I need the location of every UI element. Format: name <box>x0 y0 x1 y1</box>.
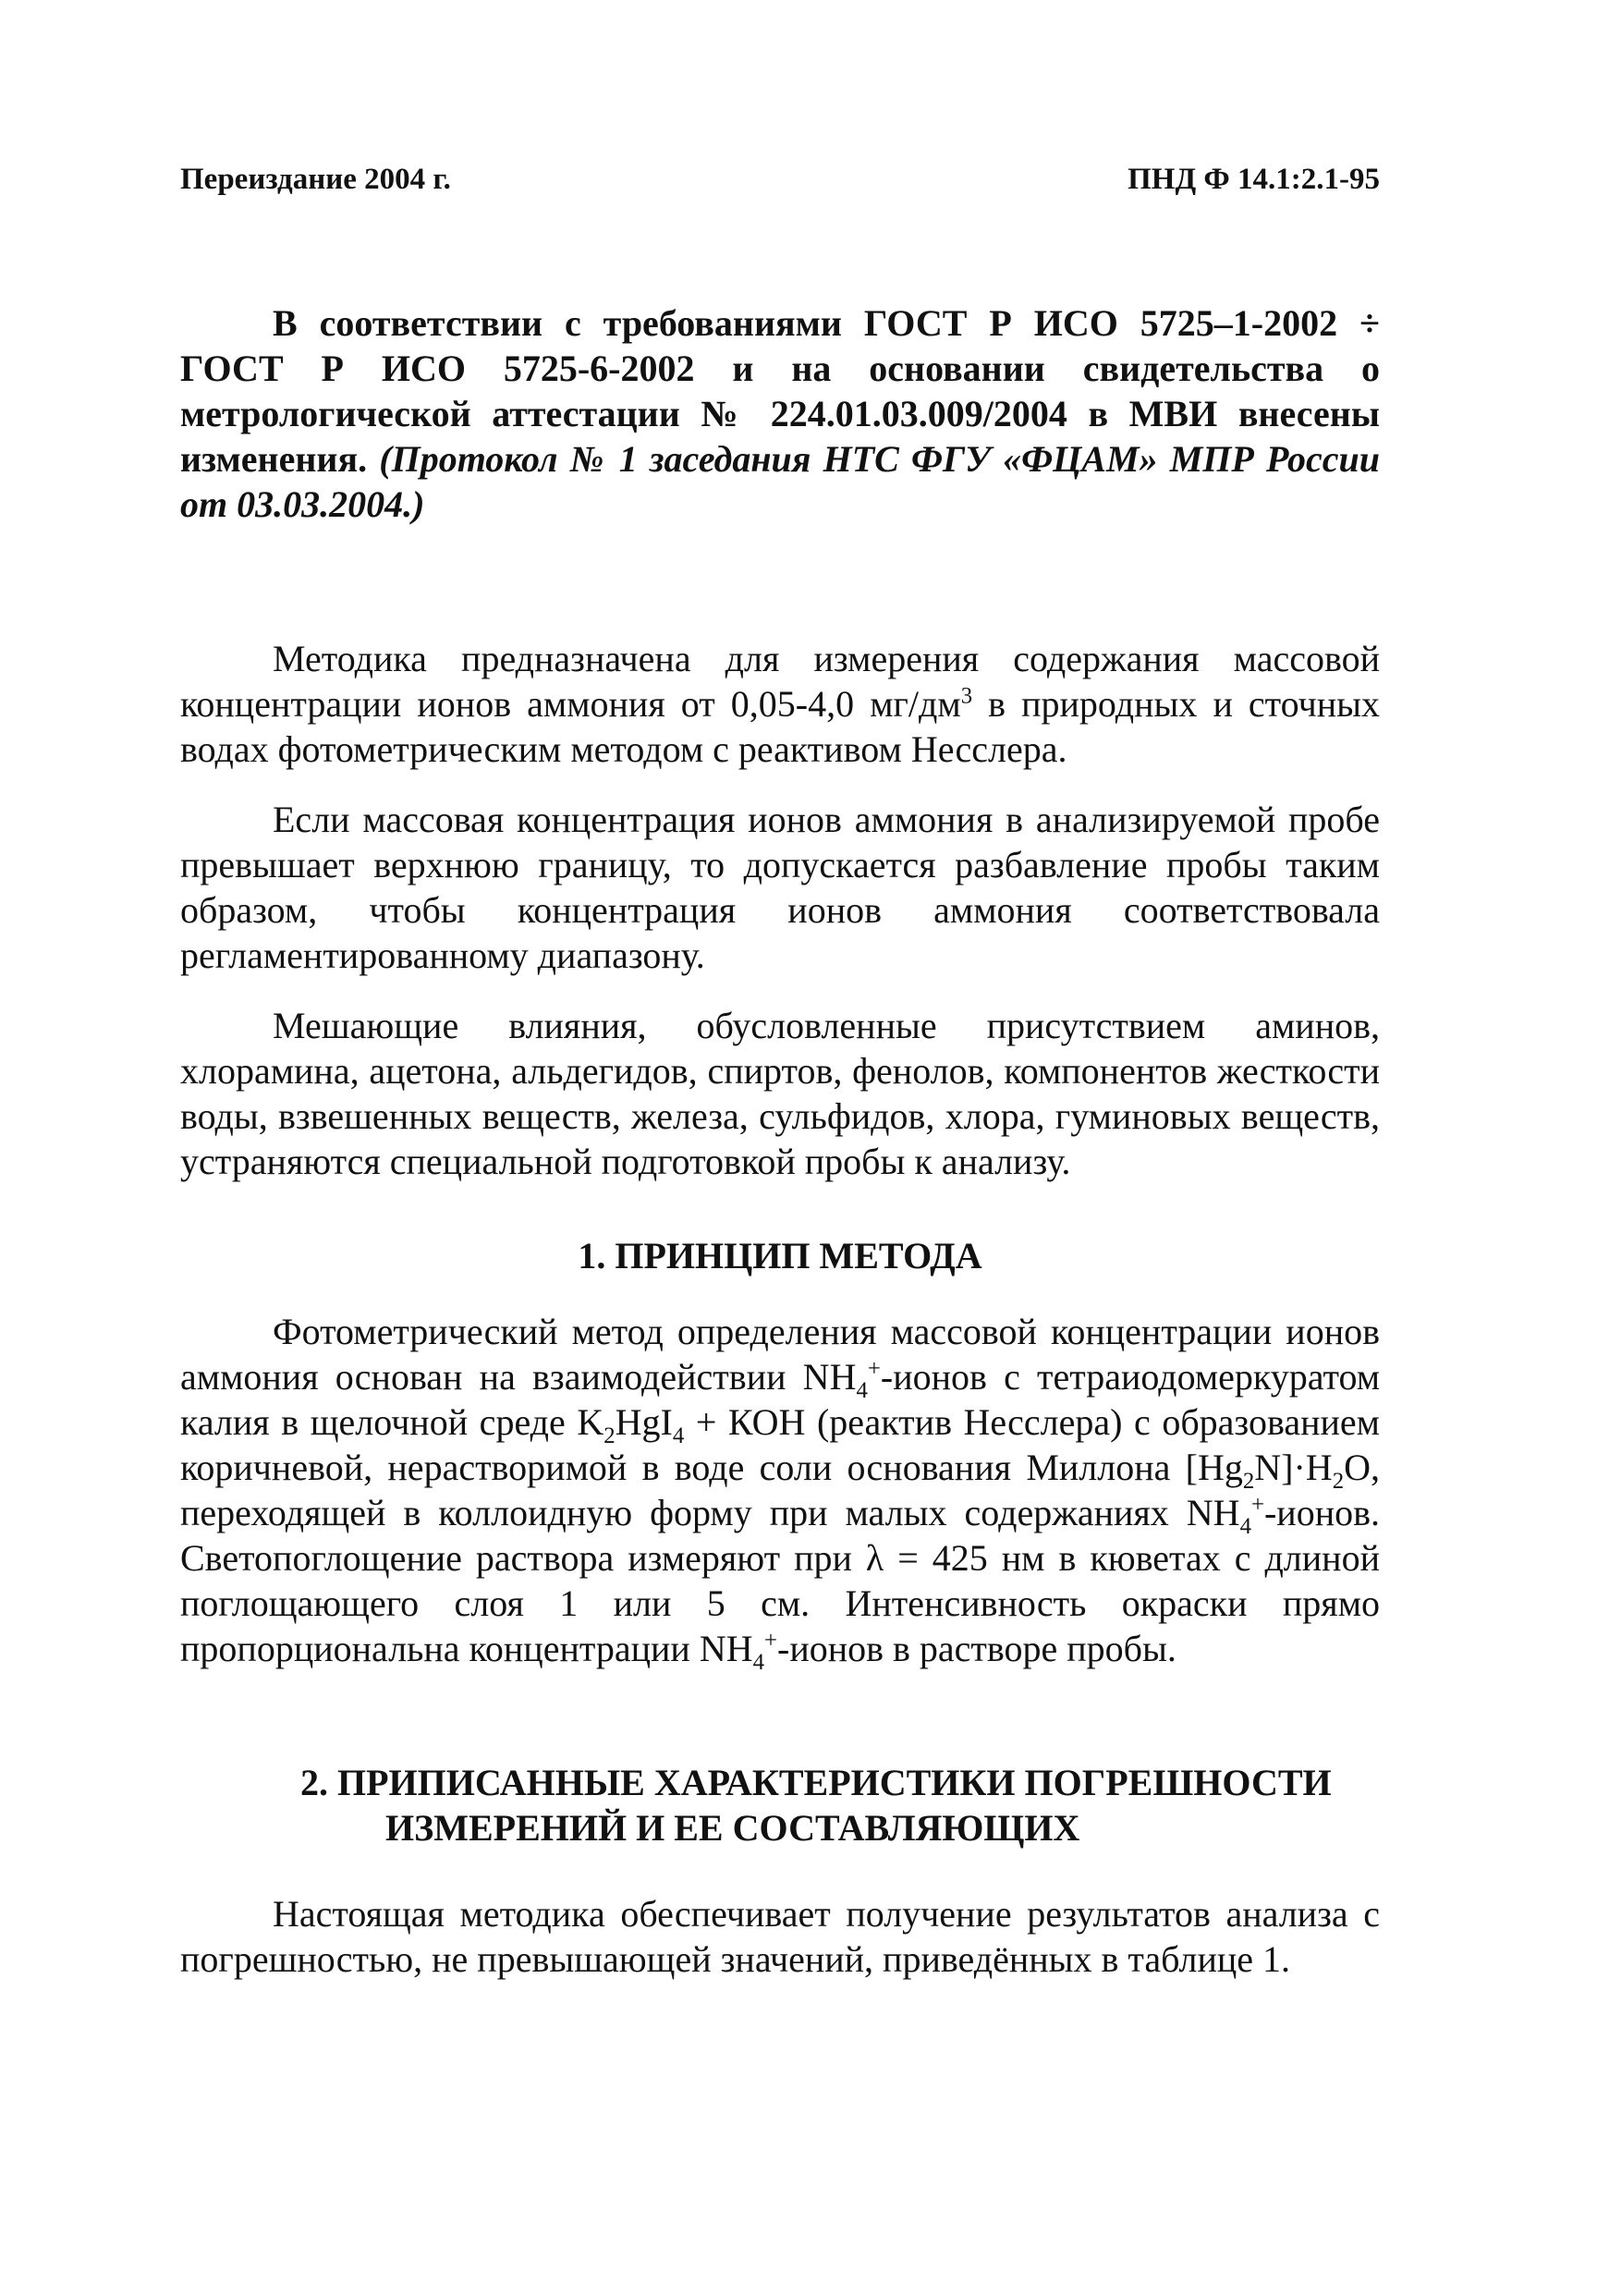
principle-text-2: -ионов с тетраиодомеркуратом калия в щелочной среде K <box>180 1356 1381 1443</box>
revision-notice <box>180 300 1380 527</box>
h2-subscript: 2 <box>1332 1469 1345 1494</box>
nh4-superscript-2: + <box>1250 1492 1264 1518</box>
hg2-subscript: 2 <box>1242 1469 1255 1494</box>
section-2-title-line-1: 2. ПРИПИСАННЫЕ ХАРАКТЕРИСТИКИ ПОГРЕШНОСТИ <box>300 1762 1332 1803</box>
reissue-label: Переиздание 2004 г. <box>180 163 451 196</box>
section-1-body <box>180 1309 1381 1675</box>
section-2-title <box>180 1760 1380 1850</box>
principle-text-3: HgI <box>615 1401 673 1443</box>
principle-paragraph <box>180 1309 1381 1675</box>
page-header <box>180 163 1380 209</box>
intro-p1-text-a: Методика предназначена для измерения содержания массовой концентрации ионов аммония от 0,05-4,0 мг/дм <box>180 638 1380 725</box>
intro-section <box>180 636 1380 1184</box>
intro-p1-text-b: в природных и сточных водах фотометрическим методом с реактивом Несслера. <box>180 683 1380 770</box>
principle-text-5: N]·H <box>1254 1447 1333 1488</box>
accuracy-paragraph: Настоящая методика обеспечивает получение результатов анализа с погрешностью, не превышающей значений, приведённых в таблице 1. <box>180 1893 1380 1980</box>
principle-text-8: -ионов в растворе пробы. <box>777 1628 1176 1669</box>
protocol-reference: (Протокол № 1 заседания НТС ФГУ «ФЦАМ» МПР России от 03.03.2004.) <box>180 438 1380 525</box>
principle-text-4: + КОН (реактив Несслера) с образованием коричневой, нерастворимой в воде соли основания Миллона [Hg <box>180 1401 1380 1488</box>
section-1-title: 1. ПРИНЦИП МЕТОДА <box>578 1235 982 1276</box>
section-2-title-line-2: ИЗМЕРЕНИЙ И ЕЕ СОСТАВЛЯЮЩИХ <box>385 1807 1080 1849</box>
section-2-body <box>180 1891 1380 1982</box>
intro-paragraph-scope <box>180 636 1380 772</box>
principle-text-7: -ионов. Светопоглощение раствора измеряют при λ = 425 нм в кюветах с длиной поглощающего слоя 1 или 5 см. Интенсивность окраски прямо пропорциональна концентрации NH <box>180 1492 1380 1669</box>
nh4-superscript: + <box>867 1356 881 1382</box>
principle-text-1: Фотометрический метод определения массовой концентрации ионов аммония основан на взаимодействии NH <box>180 1311 1380 1398</box>
k2-subscript: 2 <box>603 1423 616 1448</box>
nh4-superscript-3: + <box>764 1628 777 1654</box>
cubic-superscript: 3 <box>960 683 973 709</box>
nh4-subscript-3: 4 <box>752 1650 764 1675</box>
principle-text-6: O, переходящей в коллоидную форму при малых содержаниях NH <box>180 1447 1380 1533</box>
nh4-subscript-2: 4 <box>1239 1514 1251 1539</box>
document-code: ПНД Ф 14.1:2.1-95 <box>1128 163 1380 196</box>
intro-paragraph-dilution: Если массовая концентрация ионов аммония в анализируемой пробе превышает верхнюю границу, то допускается разбавление пробы таким образом, чтобы концентрация ионов аммония соответствовала регламентированному диапазону. <box>180 799 1380 976</box>
revision-notice-text: В соответствии с требованиями ГОСТ Р ИСО 5725–1-2002 ÷ ГОСТ Р ИСО 5725-6-2002 и на основании свидетельства о метрологической аттестации № 224.01.03.009/2004 в МВИ внесены изменения. <box>180 302 1380 480</box>
nh4-subscript: 4 <box>856 1378 868 1403</box>
i4-subscript: 4 <box>672 1423 685 1448</box>
intro-paragraph-interference: Мешающие влияния, обусловленные присутствием аминов, хлорамина, ацетона, альдегидов, спиртов, фенолов, компонентов жесткости воды, взвешенных веществ, железа, сульфидов, хлора, гуминовых веществ, устраняются специальной подготовкой пробы к анализу. <box>180 1005 1380 1182</box>
